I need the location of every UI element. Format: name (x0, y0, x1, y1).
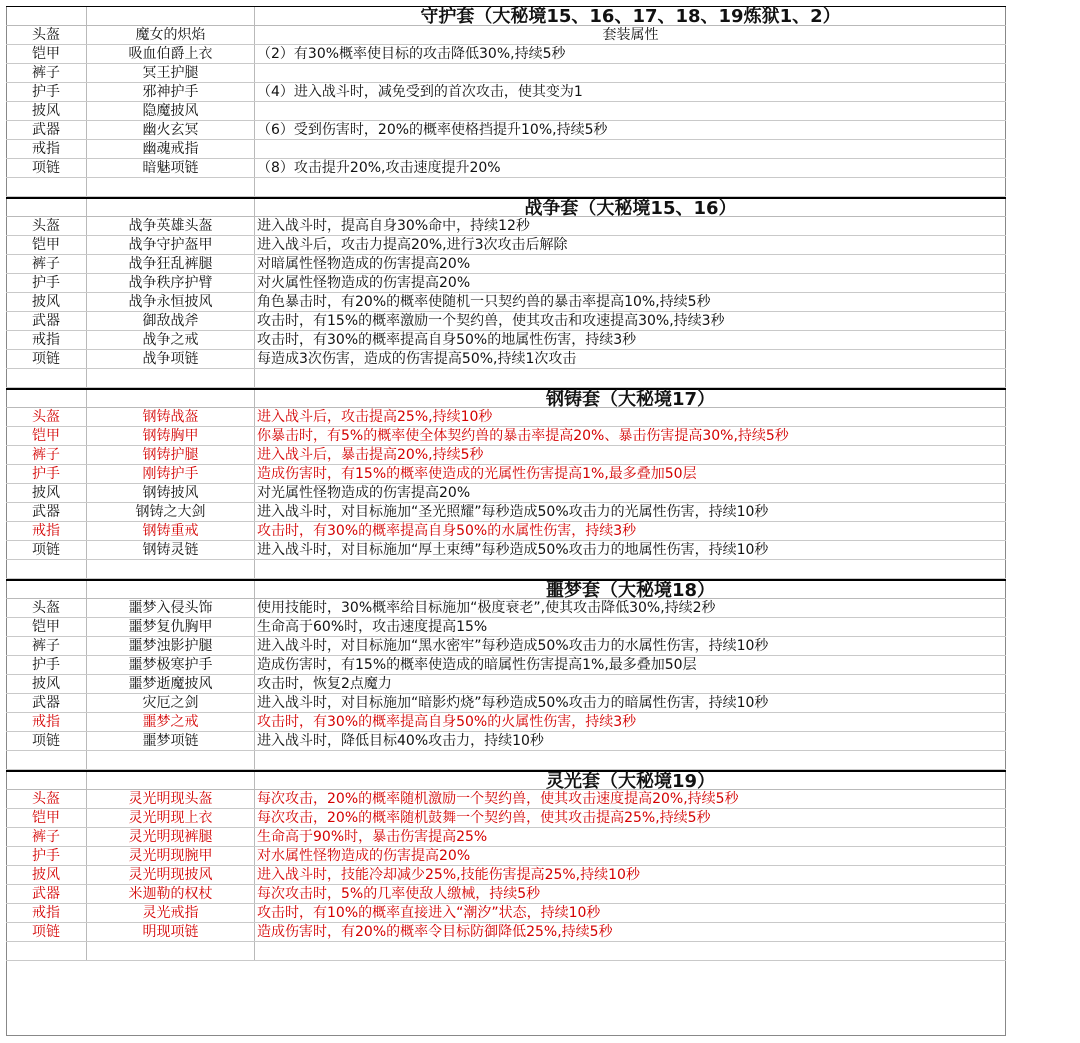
slot-cell: 戒指 (6, 140, 87, 158)
table-row (6, 83, 1006, 102)
effect-cell: 每造成3次伤害，造成的伤害提高50%,持续1次攻击 (257, 351, 577, 367)
blank-row (6, 942, 1006, 961)
effect-cell: 对水属性怪物造成的伤害提高20% (257, 848, 471, 864)
table-row (6, 656, 1006, 675)
slot-cell: 护手 (6, 847, 87, 865)
slot-cell: 头盔 (6, 408, 87, 426)
slot-cell: 项链 (6, 350, 87, 368)
item-cell: 噩梦项链 (87, 732, 255, 750)
blank-cell (87, 369, 255, 387)
effect-cell: 造成伤害时，有15%的概率使造成的光属性伤害提高1%,最多叠加50层 (257, 466, 697, 482)
item-cell: 战争狂乱裤腿 (87, 255, 255, 273)
item-cell: 灵光明现披风 (87, 866, 255, 884)
equipment-set-table (6, 6, 1006, 961)
item-cell: 冥王护腿 (87, 64, 255, 82)
slot-cell: 裤子 (6, 446, 87, 464)
table-row (6, 541, 1006, 560)
table-row (6, 522, 1006, 541)
effect-cell (255, 140, 1006, 158)
item-cell: 刚铸护手 (87, 465, 255, 483)
section-title: 噩梦套（大秘境18） (545, 580, 716, 601)
item-cell: 战争之戒 (87, 331, 255, 349)
item-cell: 灾厄之剑 (87, 694, 255, 712)
blank-cell (255, 178, 1006, 196)
section-header-steel (6, 388, 1006, 408)
header-blank-cell (6, 390, 87, 407)
item-cell: 钢铸灵链 (87, 541, 255, 559)
table-row (6, 274, 1006, 293)
slot-cell: 武器 (6, 885, 87, 903)
effect-cell: 进入战斗时，降低目标40%攻击力，持续10秒 (257, 733, 544, 749)
item-cell: 钢铸战盔 (87, 408, 255, 426)
table-row (6, 675, 1006, 694)
slot-cell: 裤子 (6, 255, 87, 273)
item-cell: 噩梦复仇胸甲 (87, 618, 255, 636)
table-row (6, 102, 1006, 121)
table-row (6, 732, 1006, 751)
slot-cell: 铠甲 (6, 45, 87, 63)
table-row (6, 809, 1006, 828)
effect-cell: （2）有30%概率使目标的攻击降低30%,持续5秒 (257, 46, 566, 62)
effect-cell: 每次攻击，20%的概率随机激励一个契约兽，使其攻击速度提高20%,持续5秒 (257, 791, 739, 807)
table-row (6, 255, 1006, 274)
blank-cell (6, 369, 87, 387)
table-row (6, 446, 1006, 465)
item-cell: 战争秩序护臂 (87, 274, 255, 292)
item-cell: 明现项链 (87, 923, 255, 941)
effect-cell: 造成伤害时，有20%的概率令目标防御降低25%,持续5秒 (257, 924, 613, 940)
effect-cell: （4）进入战斗时，减免受到的首次攻击，使其变为1 (257, 84, 583, 100)
effect-cell: 攻击时，有15%的概率激励一个契约兽，使其攻击和攻速提高30%,持续3秒 (257, 313, 725, 329)
blank-cell (255, 369, 1006, 387)
slot-cell: 项链 (6, 159, 87, 177)
slot-cell: 武器 (6, 121, 87, 139)
section-title: 钢铸套（大秘境17） (545, 389, 716, 410)
effect-cell: 你暴击时，有5%的概率使全体契约兽的暴击率提高20%、暴击伤害提高30%,持续5秒 (257, 428, 789, 444)
blank-cell (87, 942, 255, 960)
slot-cell: 披风 (6, 484, 87, 502)
header-blank-cell (87, 390, 255, 407)
slot-cell: 护手 (6, 465, 87, 483)
table-row (6, 618, 1006, 637)
item-cell: 灵光明现腕甲 (87, 847, 255, 865)
effect-cell: 攻击时，有10%的概率直接进入“潮汐”状态，持续10秒 (257, 905, 601, 921)
table-row (6, 331, 1006, 350)
slot-cell: 铠甲 (6, 809, 87, 827)
table-row (6, 408, 1006, 427)
effect-cell: 进入战斗时，技能冷却减少25%,技能伤害提高25%,持续10秒 (257, 867, 640, 883)
slot-cell: 护手 (6, 656, 87, 674)
table-row (6, 599, 1006, 618)
section-title: 灵光套（大秘境19） (545, 771, 716, 792)
effect-cell: 攻击时，恢复2点魔力 (257, 676, 392, 692)
blank-cell (87, 178, 255, 196)
effect-cell: 造成伤害时，有15%的概率使造成的暗属性伤害提高1%,最多叠加50层 (257, 657, 697, 673)
slot-cell: 戒指 (6, 713, 87, 731)
blank-cell (6, 942, 87, 960)
effect-cell: 对暗属性怪物造成的伤害提高20% (257, 256, 471, 272)
section-title: 守护套（大秘境15、16、17、18、19炼狱1、2） (420, 6, 841, 27)
header-blank-cell (6, 199, 87, 216)
item-cell: 幽火玄冥 (87, 121, 255, 139)
slot-cell: 戒指 (6, 522, 87, 540)
item-cell: 钢铸重戒 (87, 522, 255, 540)
effect-cell: 角色暴击时，有20%的概率使随机一只契约兽的暴击率提高10%,持续5秒 (257, 294, 711, 310)
table-row (6, 885, 1006, 904)
item-cell: 噩梦极寒护手 (87, 656, 255, 674)
blank-row (6, 560, 1006, 579)
slot-cell: 铠甲 (6, 236, 87, 254)
table-row (6, 217, 1006, 236)
blank-row (6, 178, 1006, 197)
slot-cell: 戒指 (6, 331, 87, 349)
slot-cell: 披风 (6, 293, 87, 311)
item-cell: 战争永恒披风 (87, 293, 255, 311)
item-cell: 吸血伯爵上衣 (87, 45, 255, 63)
table-row (6, 503, 1006, 522)
item-cell: 魔女的炽焰 (87, 26, 255, 44)
table-row (6, 26, 1006, 45)
table-row (6, 637, 1006, 656)
blank-cell (255, 942, 1006, 960)
table-row (6, 159, 1006, 178)
blank-cell (87, 751, 255, 769)
blank-cell (6, 178, 87, 196)
effect-cell: 进入战斗时，对目标施加“厚土束缚”每秒造成50%攻击力的地属性伤害，持续10秒 (257, 542, 769, 558)
blank-cell (255, 751, 1006, 769)
effect-cell: 对火属性怪物造成的伤害提高20% (257, 275, 471, 291)
slot-cell: 裤子 (6, 637, 87, 655)
blank-row (6, 751, 1006, 770)
slot-cell: 裤子 (6, 64, 87, 82)
item-cell: 噩梦浊影护腿 (87, 637, 255, 655)
section-header-war (6, 197, 1006, 217)
table-row (6, 790, 1006, 809)
effect-cell: 进入战斗时，对目标施加“黑水密牢”每秒造成50%攻击力的水属性伤害，持续10秒 (257, 638, 769, 654)
item-cell: 米迦勒的权杖 (87, 885, 255, 903)
slot-cell: 项链 (6, 923, 87, 941)
slot-cell: 武器 (6, 503, 87, 521)
effect-cell: （6）受到伤害时，20%的概率使格挡提升10%,持续5秒 (257, 122, 608, 138)
effect-cell: 进入战斗后，暴击提高20%,持续5秒 (257, 447, 484, 463)
item-cell: 噩梦入侵头饰 (87, 599, 255, 617)
slot-cell: 头盔 (6, 790, 87, 808)
slot-cell: 披风 (6, 675, 87, 693)
table-row (6, 828, 1006, 847)
item-cell: 灵光明现裤腿 (87, 828, 255, 846)
blank-cell (6, 560, 87, 578)
blank-row (6, 369, 1006, 388)
slot-cell: 披风 (6, 102, 87, 120)
effect-cell: 进入战斗时，对目标施加“圣光照耀”每秒造成50%攻击力的光属性伤害，持续10秒 (257, 504, 769, 520)
table-row (6, 427, 1006, 446)
effect-cell: 每次攻击时，5%的几率使敌人缴械，持续5秒 (257, 886, 541, 902)
header-blank-cell (6, 7, 87, 25)
effect-cell: 使用技能时，30%概率给目标施加“极度衰老”,使其攻击降低30%,持续2秒 (257, 600, 716, 616)
slot-cell: 铠甲 (6, 427, 87, 445)
effect-cell (255, 64, 1006, 82)
slot-cell: 武器 (6, 312, 87, 330)
slot-cell: 护手 (6, 274, 87, 292)
table-row (6, 140, 1006, 159)
effect-cell: 生命高于90%时，暴击伤害提高25% (257, 829, 488, 845)
table-row (6, 847, 1006, 866)
effect-cell: 进入战斗后，攻击力提高20%,进行3次攻击后解除 (257, 237, 568, 253)
slot-cell: 头盔 (6, 26, 87, 44)
table-row (6, 713, 1006, 732)
table-row (6, 236, 1006, 255)
column-header-set-attributes: 套装属性 (602, 27, 659, 43)
header-blank-cell (6, 772, 87, 789)
slot-cell: 铠甲 (6, 618, 87, 636)
table-row (6, 45, 1006, 64)
slot-cell: 戒指 (6, 904, 87, 922)
item-cell: 灵光明现上衣 (87, 809, 255, 827)
table-row (6, 923, 1006, 942)
effect-cell: 进入战斗时，对目标施加“暗影灼烧”每秒造成50%攻击力的暗属性伤害，持续10秒 (257, 695, 769, 711)
item-cell: 幽魂戒指 (87, 140, 255, 158)
item-cell: 钢铸护腿 (87, 446, 255, 464)
header-blank-cell (87, 581, 255, 598)
table-row (6, 64, 1006, 83)
section-header-spirit-light (6, 770, 1006, 790)
section-title: 战争套（大秘境15、16） (524, 198, 737, 219)
effect-cell: 进入战斗后，攻击提高25%,持续10秒 (257, 409, 493, 425)
effect-cell: 进入战斗时，提高自身30%命中，持续12秒 (257, 218, 530, 234)
table-row (6, 121, 1006, 140)
effect-cell: 对光属性怪物造成的伤害提高20% (257, 485, 471, 501)
effect-cell: 生命高于60%时，攻击速度提高15% (257, 619, 488, 635)
slot-cell: 披风 (6, 866, 87, 884)
item-cell: 暗魅项链 (87, 159, 255, 177)
table-row (6, 350, 1006, 369)
item-cell: 钢铸披风 (87, 484, 255, 502)
item-cell: 御敌战斧 (87, 312, 255, 330)
item-cell: 钢铸之大剑 (87, 503, 255, 521)
slot-cell: 头盔 (6, 217, 87, 235)
blank-cell (6, 751, 87, 769)
blank-cell (255, 560, 1006, 578)
item-cell: 灵光戒指 (87, 904, 255, 922)
slot-cell: 项链 (6, 541, 87, 559)
item-cell: 战争英雄头盔 (87, 217, 255, 235)
item-cell: 战争项链 (87, 350, 255, 368)
table-row (6, 484, 1006, 503)
item-cell: 邪神护手 (87, 83, 255, 101)
slot-cell: 裤子 (6, 828, 87, 846)
item-cell: 噩梦逝魔披风 (87, 675, 255, 693)
item-cell: 灵光明现头盔 (87, 790, 255, 808)
header-blank-cell (87, 7, 255, 25)
effect-cell: 每次攻击，20%的概率随机鼓舞一个契约兽，使其攻击提高25%,持续5秒 (257, 810, 711, 826)
item-cell: 钢铸胸甲 (87, 427, 255, 445)
item-cell: 噩梦之戒 (87, 713, 255, 731)
section-header-nightmare (6, 579, 1006, 599)
table-row (6, 904, 1006, 923)
slot-cell: 护手 (6, 83, 87, 101)
table-row (6, 694, 1006, 713)
slot-cell: 项链 (6, 732, 87, 750)
header-blank-cell (87, 772, 255, 789)
item-cell: 隐魔披风 (87, 102, 255, 120)
header-blank-cell (87, 199, 255, 216)
table-row (6, 312, 1006, 331)
header-blank-cell (6, 581, 87, 598)
slot-cell: 头盔 (6, 599, 87, 617)
item-cell: 战争守护盔甲 (87, 236, 255, 254)
slot-cell: 武器 (6, 694, 87, 712)
effect-cell: （8）攻击提升20%,攻击速度提升20% (257, 160, 501, 176)
blank-cell (87, 560, 255, 578)
section-header-guardian (6, 6, 1006, 26)
effect-cell: 攻击时，有30%的概率提高自身50%的地属性伤害，持续3秒 (257, 332, 637, 348)
effect-cell (255, 102, 1006, 120)
table-row (6, 293, 1006, 312)
effect-cell: 攻击时，有30%的概率提高自身50%的火属性伤害，持续3秒 (257, 714, 637, 730)
table-row (6, 866, 1006, 885)
table-row (6, 465, 1006, 484)
effect-cell: 攻击时，有30%的概率提高自身50%的水属性伤害，持续3秒 (257, 523, 637, 539)
